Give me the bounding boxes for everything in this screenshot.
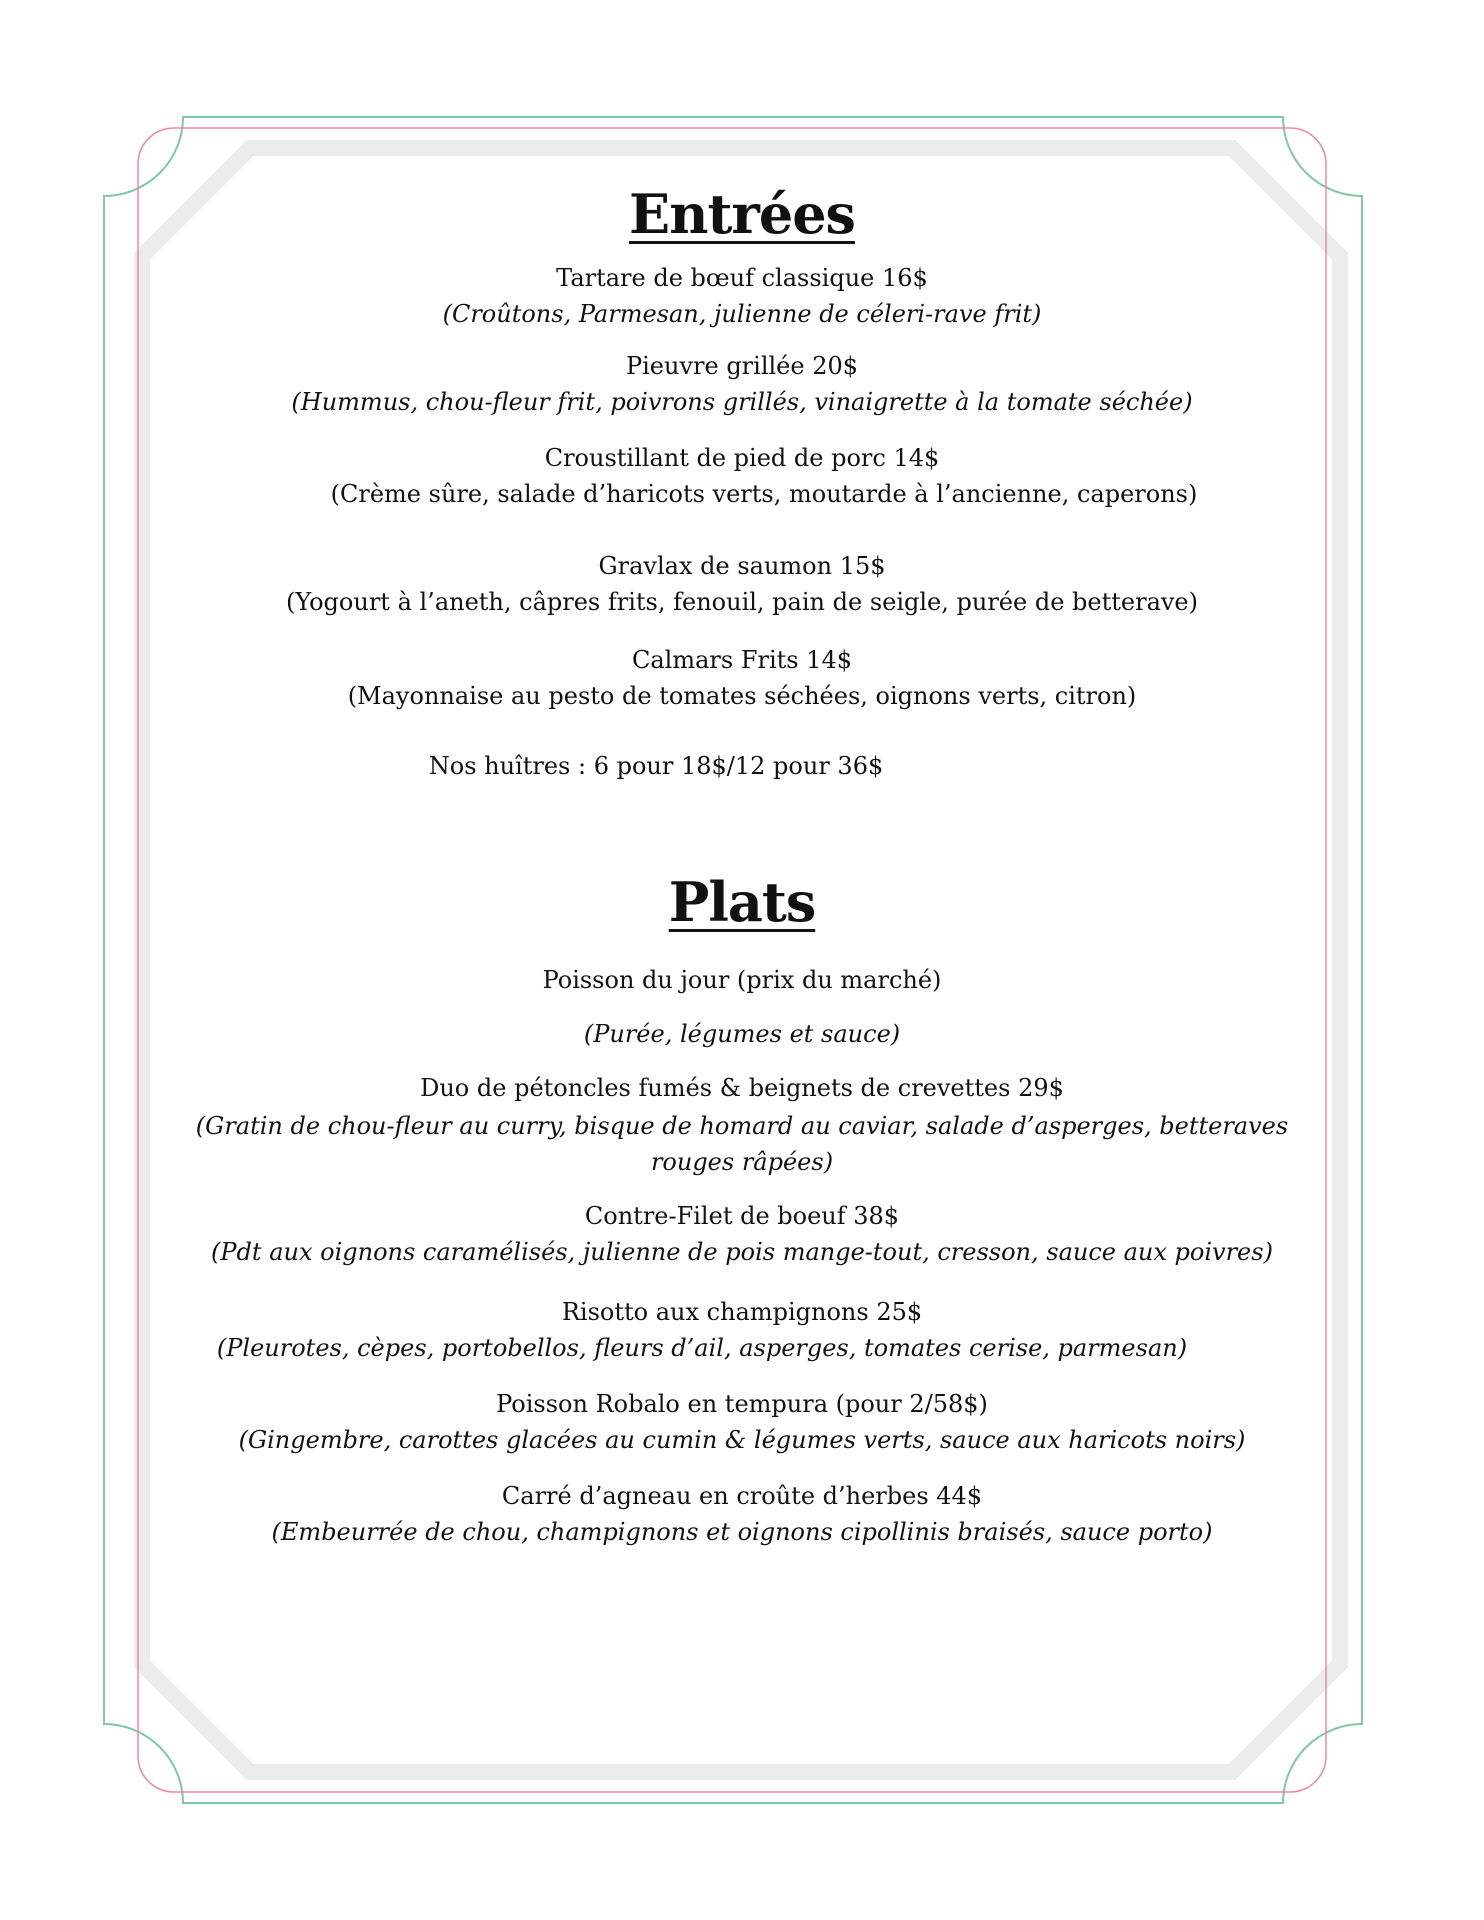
menu-item-name: Duo de pétoncles fumés & beignets de crevettes 29$ [420,1074,1064,1102]
menu-item-name: Croustillant de pied de porc 14$ [544,444,940,472]
menu-item-name: Contre-Filet de boeuf 38$ [584,1202,900,1230]
menu-item-description: (Yogourt à l’aneth, câpres frits, fenouil, pain de seigle, purée de betterave) [285,588,1198,616]
section-heading-plats: Plats [668,870,816,934]
menu-item-description: (Croûtons, Parmesan, julienne de céleri-rave frit) [442,300,1042,328]
section-heading-entrees: Entrées [629,182,855,246]
menu-item-name: Gravlax de saumon 15$ [598,552,886,580]
menu-item-description: (Crème sûre, salade d’haricots verts, moutarde à l’ancienne, caperons) [330,480,1198,508]
menu-item-description: (Gratin de chou-fleur au curry, bisque de homard au caviar, salade d’asperges, betteraves rouges râpées) [195,1112,1289,1176]
menu-item-name: Carré d’agneau en croûte d’herbes 44$ [501,1482,983,1510]
menu-item-description: (Purée, légumes et sauce) [583,1020,901,1048]
menu-item-description: (Mayonnaise au pesto de tomates séchées, oignons verts, citron) [347,682,1137,710]
menu-item-description: (Embeurrée de chou, champignons et oignons cipollinis braisés, sauce porto) [271,1518,1213,1546]
menu-item-description: (Pdt aux oignons caramélisés, julienne de pois mange-tout, cresson, sauce aux poivres) [211,1238,1273,1266]
menu-item-name: Pieuvre grillée 20$ [625,352,859,380]
menu-item-description: (Pleurotes, cèpes, portobellos, fleurs d’ail, asperges, tomates cerise, parmesan) [216,1334,1188,1362]
menu-item-description: (Gingembre, carottes glacées au cumin & légumes verts, sauce aux haricots noirs) [238,1426,1246,1454]
menu-item-name: Tartare de bœuf classique 16$ [556,264,928,292]
oysters-note: Nos huîtres : 6 pour 18$/12 pour 36$ [428,752,884,780]
menu-item-name: Risotto aux champignons 25$ [561,1298,923,1326]
menu-item-name: Poisson Robalo en tempura (pour 2/58$) [496,1390,988,1418]
menu-item-name: Poisson du jour (prix du marché) [542,966,942,994]
menu-item-name: Calmars Frits 14$ [631,646,853,674]
menu-item-description: (Hummus, chou-fleur frit, poivrons grillés, vinaigrette à la tomate séchée) [291,388,1193,416]
